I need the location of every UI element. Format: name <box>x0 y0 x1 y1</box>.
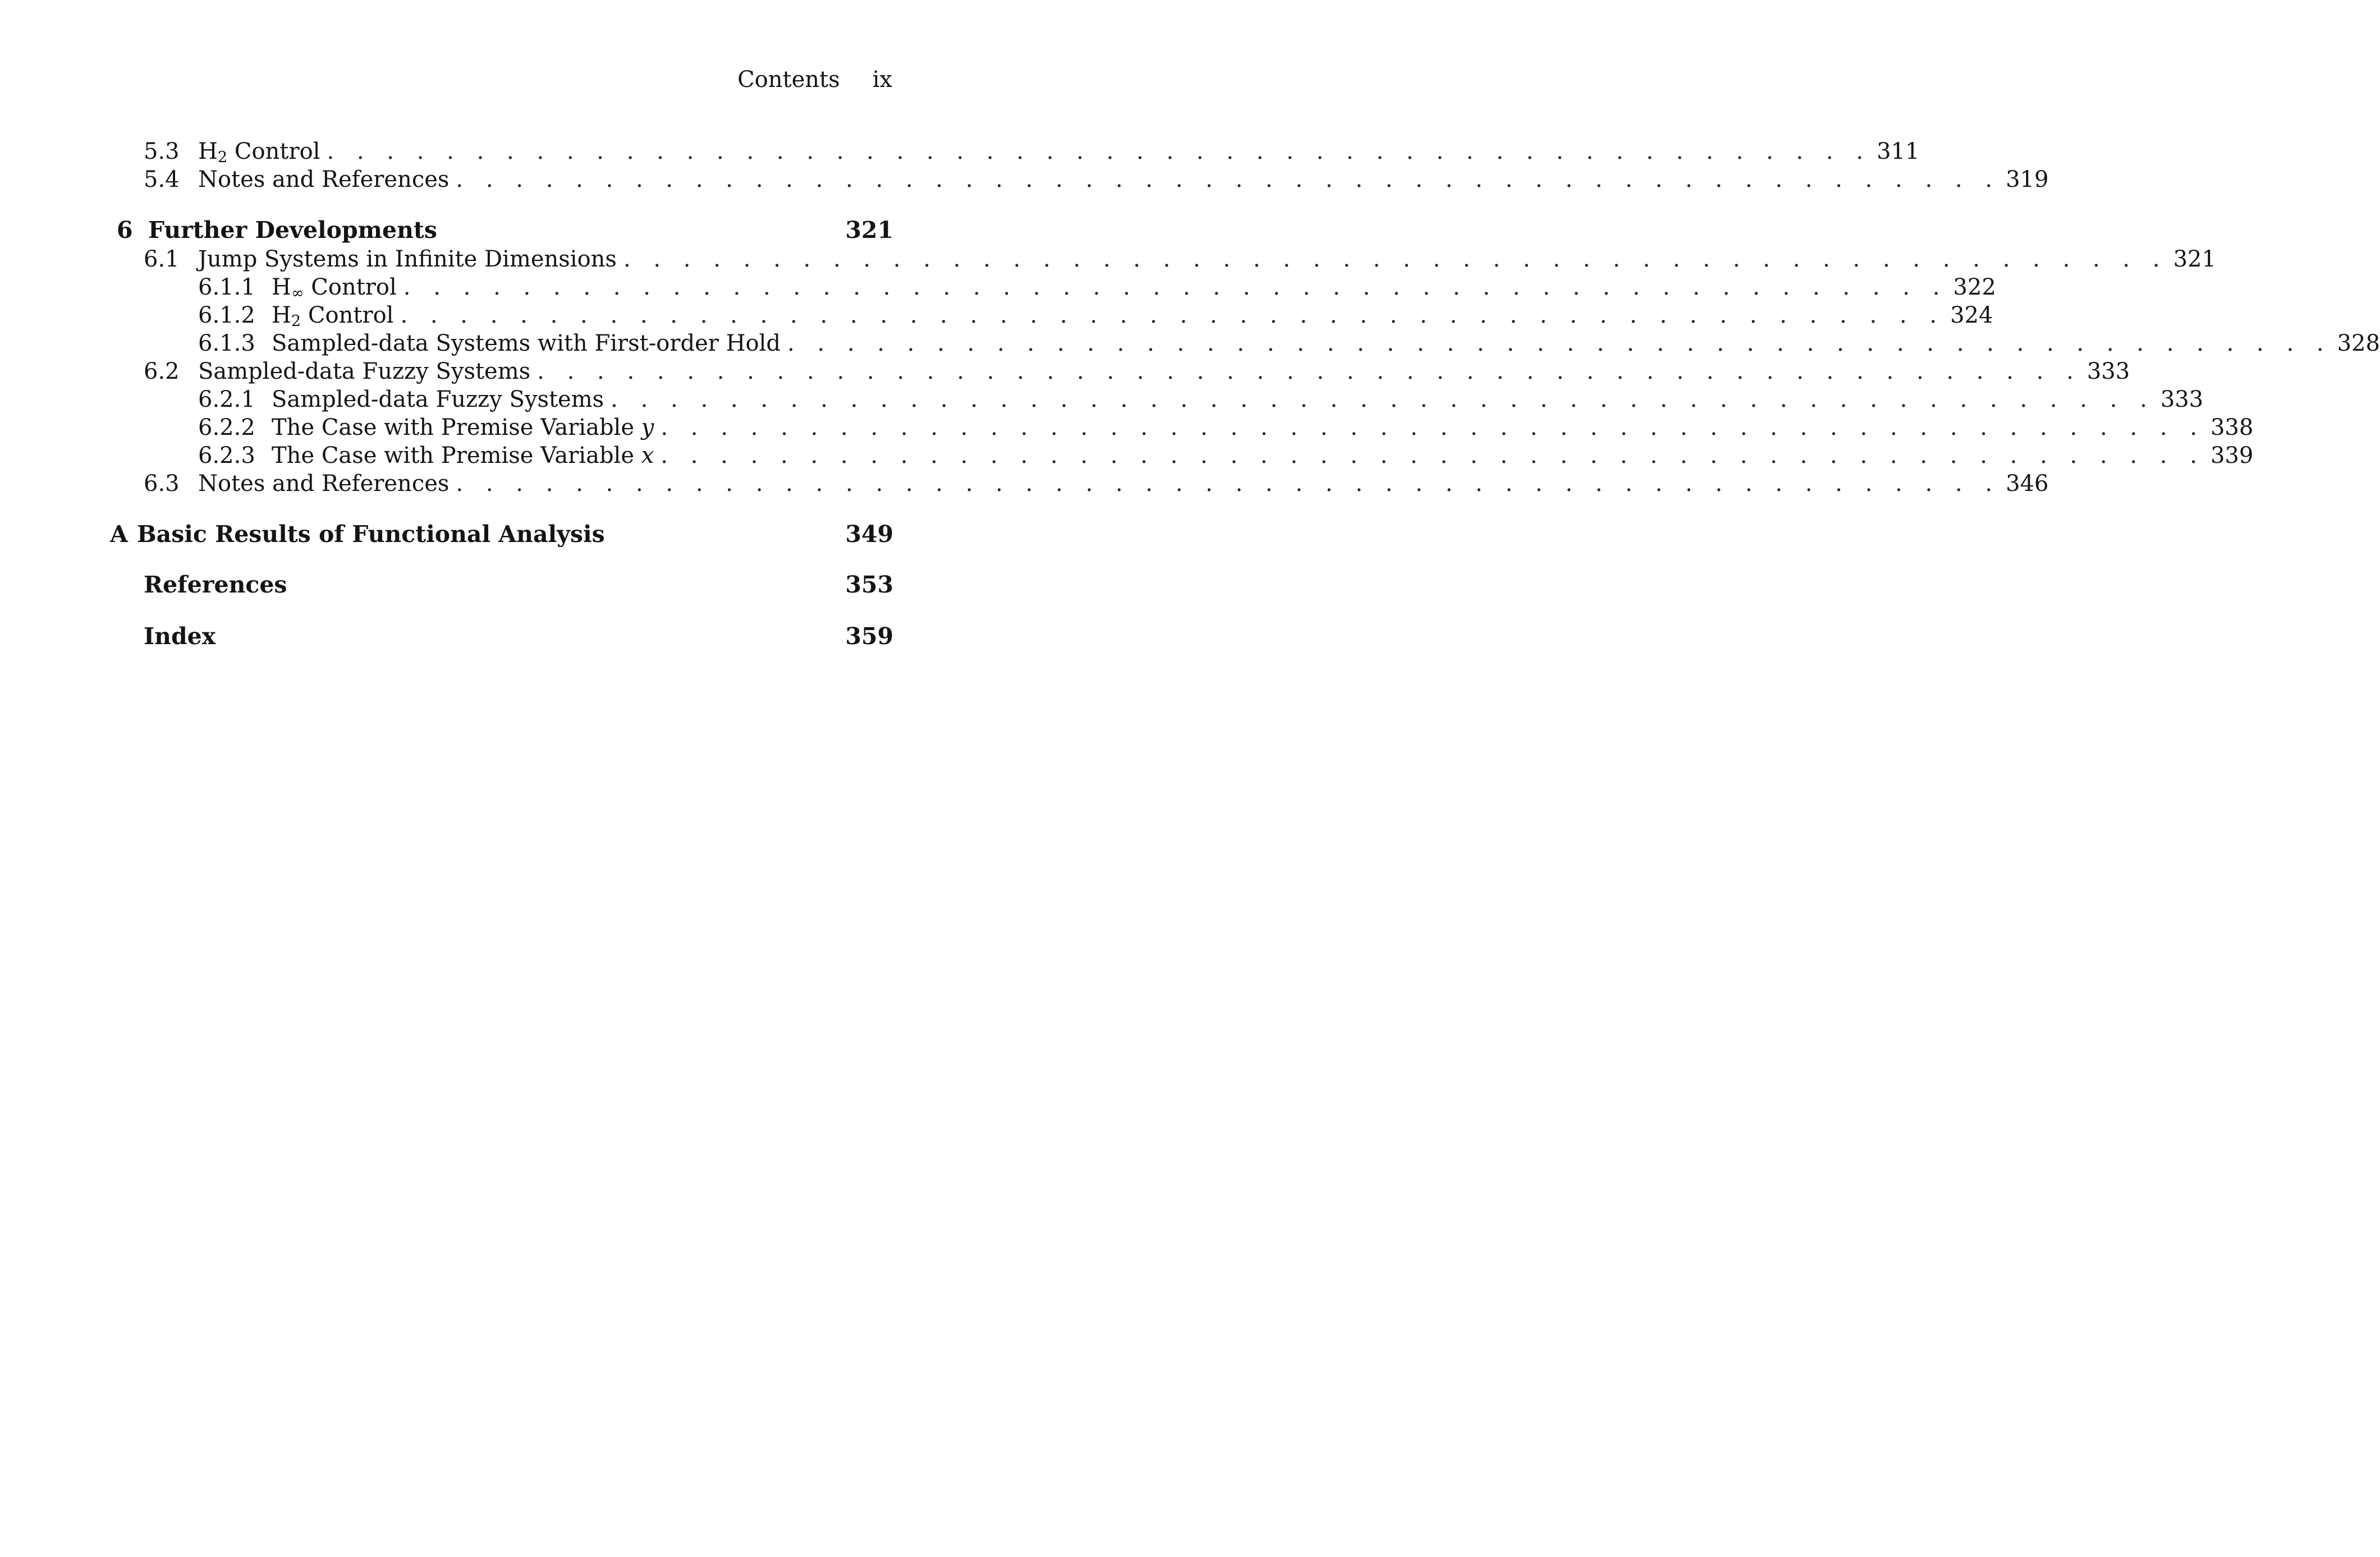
page-ref: 339 <box>2210 443 2254 469</box>
subsection-title: The Case with Premise Variable x <box>272 443 654 469</box>
subsection-number: 6.1.3 <box>198 330 255 356</box>
appendix-title: Basic Results of Functional Analysis <box>137 521 605 548</box>
page-ref: 359 <box>845 623 893 650</box>
subsection-number: 6.1.2 <box>198 302 255 328</box>
page-ref: 319 <box>2006 167 2049 192</box>
dot-leader: . . . . . . . . . . . . . . . . . . . . . . . . . . . . . . . . . . . . . . . . . . . . . . . . . . . . <box>403 274 1948 300</box>
page-ref: 324 <box>1950 302 1993 328</box>
references-title: References <box>144 571 287 598</box>
page-number: ix <box>872 67 892 93</box>
subsection-number: 6.2.1 <box>198 387 255 412</box>
subsection-number: 6.1.1 <box>198 274 255 300</box>
toc-entry-references[interactable] <box>0 573 893 596</box>
dot-leader: . . . . . . . . . . . . . . . . . . . . . . . . . . . . . . . . . . . . . . . . . . . . . . . . . . . . <box>327 139 1872 164</box>
appendix-letter: A <box>110 521 128 548</box>
section-number: 6.2 <box>144 359 180 384</box>
toc-entry-6-2-1[interactable] <box>0 387 2204 412</box>
page-ref: 321 <box>2173 246 2216 272</box>
toc-entry-6-1-3[interactable] <box>0 330 2380 356</box>
toc-entry-6-1[interactable] <box>0 246 2216 272</box>
section-title: Sampled-data Fuzzy Systems <box>198 359 531 384</box>
index-title: Index <box>144 623 216 650</box>
dot-leader: . . . . . . . . . . . . . . . . . . . . . . . . . . . . . . . . . . . . . . . . . . . . . . . . . . . . <box>661 415 2205 440</box>
page-ref: 333 <box>2160 387 2204 412</box>
running-title: Contents <box>737 67 840 93</box>
page-ref: 328 <box>2337 330 2380 356</box>
dot-leader: . . . . . . . . . . . . . . . . . . . . . . . . . . . . . . . . . . . . . . . . . . . . . . . . . . . . <box>537 359 2081 384</box>
section-title: Jump Systems in Infinite Dimensions <box>198 246 617 272</box>
toc-entry-6-2-2[interactable] <box>0 415 2254 440</box>
page-ref: 333 <box>2086 359 2130 384</box>
page-ref: 349 <box>845 521 893 548</box>
toc-entry-5-4[interactable] <box>0 167 2049 192</box>
section-title: Notes and References <box>198 167 450 192</box>
page-ref: 321 <box>845 217 893 244</box>
section-number: 5.3 <box>144 139 180 164</box>
toc-entry-6-3[interactable] <box>0 471 2049 497</box>
dot-leader: . . . . . . . . . . . . . . . . . . . . . . . . . . . . . . . . . . . . . . . . . . . . . . . . . . . . <box>400 302 1945 328</box>
subsection-title: Sampled-data Fuzzy Systems <box>272 387 604 412</box>
dot-leader: . . . . . . . . . . . . . . . . . . . . . . . . . . . . . . . . . . . . . . . . . . . . . . . . . . . . <box>611 387 2155 412</box>
chapter-number: 6 <box>117 217 133 244</box>
subsection-title: The Case with Premise Variable y <box>272 415 654 440</box>
section-number: 6.1 <box>144 246 180 272</box>
toc-entry-appendix-a[interactable] <box>0 523 893 546</box>
toc-entry-chapter-6[interactable] <box>0 219 893 242</box>
toc-entry-6-2-3[interactable] <box>0 443 2254 469</box>
toc-entry-6-1-2[interactable] <box>0 302 1993 330</box>
toc-entry-6-1-1[interactable] <box>0 274 1996 302</box>
subsection-title: Sampled-data Systems with First-order Hold <box>272 330 781 356</box>
chapter-title: Further Developments <box>148 217 437 244</box>
page-ref: 322 <box>1953 274 1996 300</box>
dot-leader: . . . . . . . . . . . . . . . . . . . . . . . . . . . . . . . . . . . . . . . . . . . . . . . . . . . . <box>456 471 2001 497</box>
page-ref: 338 <box>2210 415 2254 440</box>
section-title: $H_2$ Control <box>198 139 320 166</box>
page-ref: 346 <box>2006 471 2049 497</box>
page-ref: 353 <box>845 571 893 598</box>
subsection-title: $H_2$ Control <box>272 302 394 330</box>
subsection-number: 6.2.3 <box>198 443 255 469</box>
toc-entry-index[interactable] <box>0 625 893 648</box>
section-number: 6.3 <box>144 471 180 497</box>
dot-leader: . . . . . . . . . . . . . . . . . . . . . . . . . . . . . . . . . . . . . . . . . . . . . . . . . . . . <box>456 167 2001 192</box>
section-title: Notes and References <box>198 471 450 497</box>
dot-leader: . . . . . . . . . . . . . . . . . . . . . . . . . . . . . . . . . . . . . . . . . . . . . . . . . . . . <box>623 246 2168 272</box>
page-ref: 311 <box>1877 139 1920 164</box>
toc-entry-5-3[interactable] <box>0 139 1920 166</box>
toc-entry-6-2[interactable] <box>0 359 2130 384</box>
dot-leader: . . . . . . . . . . . . . . . . . . . . . . . . . . . . . . . . . . . . . . . . . . . . . . . . . . . . <box>787 330 2332 356</box>
dot-leader: . . . . . . . . . . . . . . . . . . . . . . . . . . . . . . . . . . . . . . . . . . . . . . . . . . . . <box>661 443 2205 469</box>
subsection-title: $H_\infty$ Control <box>272 274 397 302</box>
section-number: 5.4 <box>144 167 180 192</box>
subsection-number: 6.2.2 <box>198 415 255 440</box>
